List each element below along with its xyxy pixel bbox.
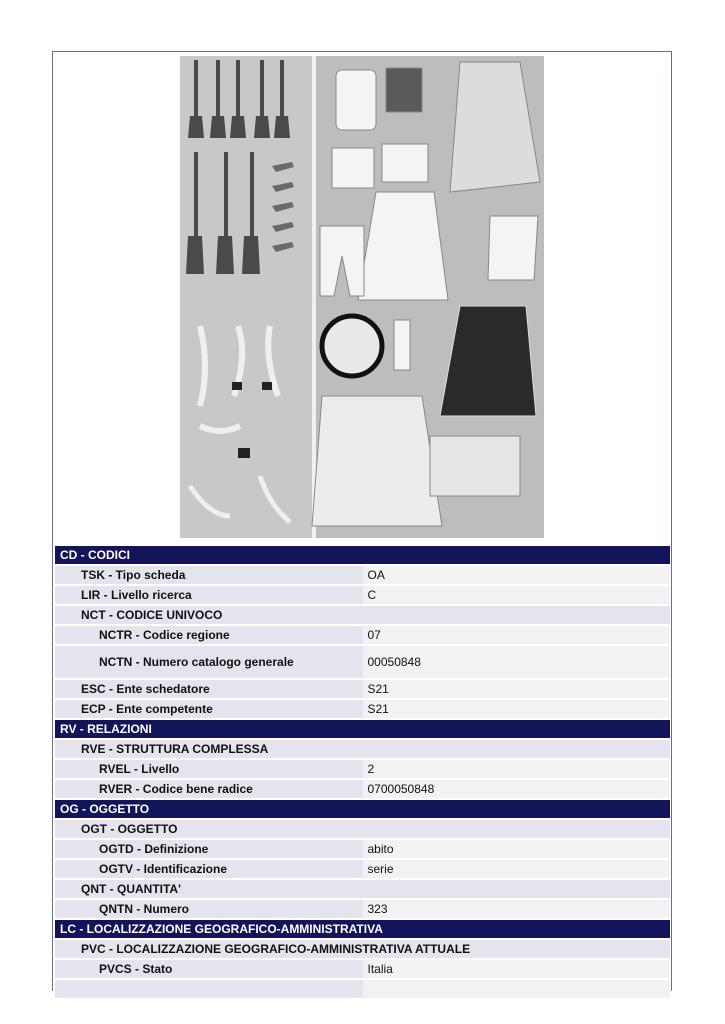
field-value: S21 [363,700,671,718]
section-title: OG - OGGETTO [55,800,670,818]
field-label: RVEL - Livello [55,760,363,778]
field-value: 2 [363,760,671,778]
field-value: abito [363,840,671,858]
field-value: 323 [363,900,671,918]
field-value: Italia [363,960,671,978]
table-row [55,646,670,678]
field-value: 00050848 [363,646,671,678]
field-label: PVCS - Stato [55,960,363,978]
field-label: QNTN - Numero [55,900,363,918]
group-row [55,880,670,898]
table-row [55,960,670,978]
group-row [55,740,670,758]
table-row [55,586,670,604]
group-label: NCT - CODICE UNIVOCO [55,606,670,624]
group-label: OGT - OGGETTO [55,820,670,838]
section-title: LC - LOCALIZZAZIONE GEOGRAFICO-AMMINISTRATIVA [55,920,670,938]
field-label: LIR - Livello ricerca [55,586,363,604]
section-title: CD - CODICI [55,546,670,564]
catalog-sheet-table [55,544,670,1000]
table-row [55,566,670,584]
field-label: TSK - Tipo scheda [55,566,363,584]
object-photo [180,56,544,538]
group-row [55,820,670,838]
table-row [55,680,670,698]
field-value: OA [363,566,671,584]
group-row [55,606,670,624]
table-row [55,840,670,858]
field-value: 0700050848 [363,780,671,798]
field-value: S21 [363,680,671,698]
section-header-og [55,800,670,818]
section-title: RV - RELAZIONI [55,720,670,738]
field-label: NCTR - Codice regione [55,626,363,644]
field-value: serie [363,860,671,878]
field-label: NCTN - Numero catalogo generale [55,646,363,678]
field-label: OGTV - Identificazione [55,860,363,878]
table-row [55,700,670,718]
field-value: C [363,586,671,604]
field-label [55,980,363,998]
group-row [55,940,670,958]
field-label: ESC - Ente schedatore [55,680,363,698]
field-label: OGTD - Definizione [55,840,363,858]
field-label: RVER - Codice bene radice [55,780,363,798]
field-value: 07 [363,626,671,644]
field-label: ECP - Ente competente [55,700,363,718]
field-value [363,980,671,998]
section-header-cd [55,546,670,564]
table-row [55,900,670,918]
group-label: RVE - STRUTTURA COMPLESSA [55,740,670,758]
table-row [55,760,670,778]
section-header-lc [55,920,670,938]
section-header-rv [55,720,670,738]
group-label: PVC - LOCALIZZAZIONE GEOGRAFICO-AMMINISTRATIVA ATTUALE [55,940,670,958]
table-row [55,980,670,998]
table-row [55,626,670,644]
group-label: QNT - QUANTITA' [55,880,670,898]
table-row [55,860,670,878]
table-row [55,780,670,798]
